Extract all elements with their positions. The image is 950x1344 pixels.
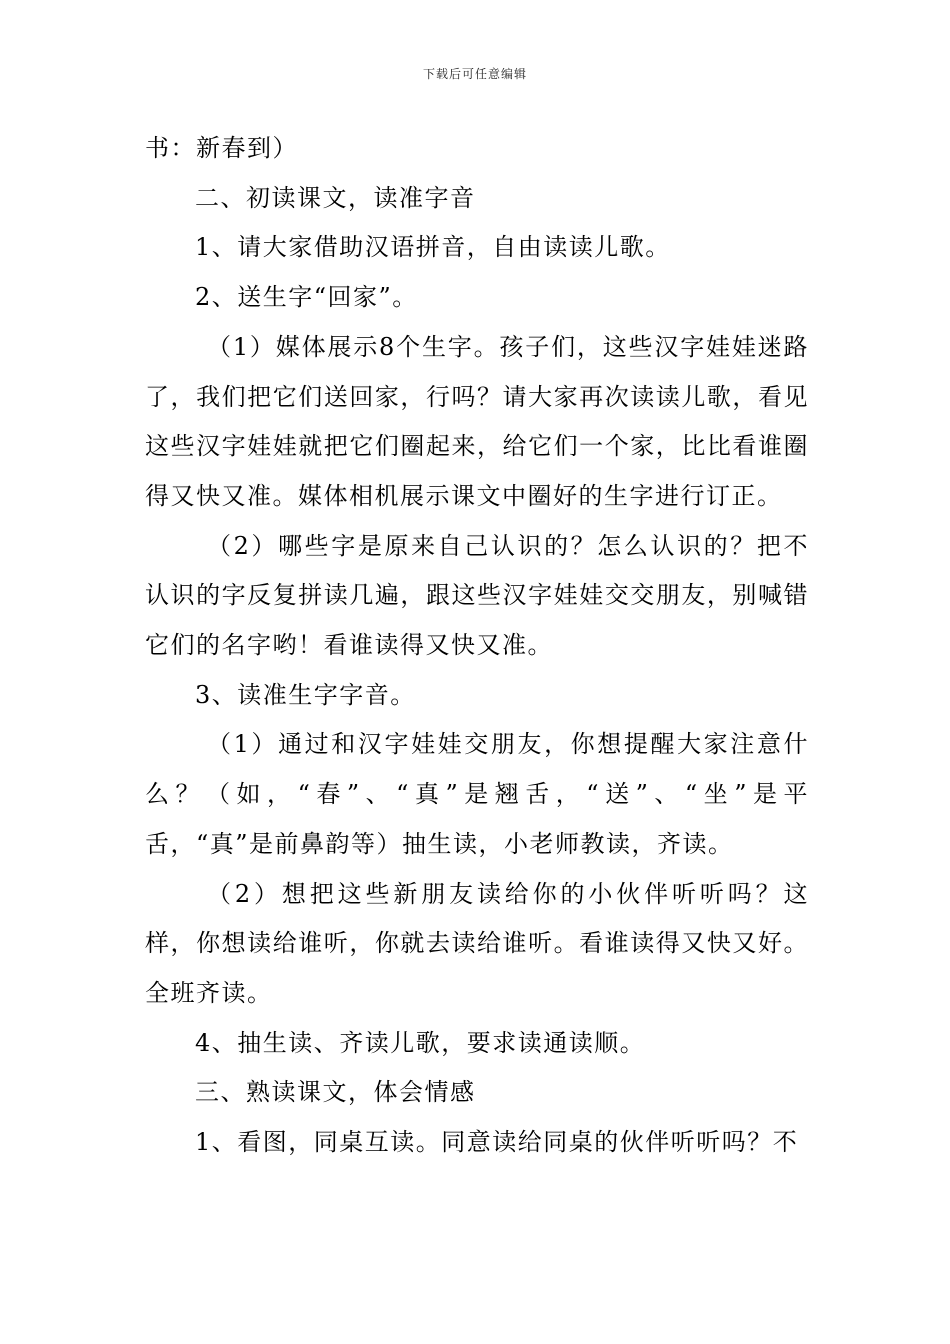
substep-3-1-reminders: （1）通过和汉字娃娃交朋友，你想提醒大家注意什么？（如，“春”、“真”是翘舌，“送”、“坐”是平舌，“真”是前鼻韵等）抽生读，小老师教读，齐读。	[145, 730, 809, 858]
step-1-read-with-pinyin: 1、请大家借助汉语拼音，自由读读儿歌。	[195, 233, 671, 262]
section-heading-first-reading: 二、初读课文，读准字音	[195, 183, 476, 212]
step-2-send-characters-home: 2、送生字“回家”。	[195, 283, 418, 312]
document-body	[145, 124, 809, 1168]
page-header-note: 下载后可任意编辑	[422, 67, 527, 81]
substep-3-2-read-to-partner: （2）想把这些新朋友读给你的小伙伴听听吗？这样，你想读给谁听，你就去读给谁听。看谁读得又快又好。全班齐读。	[145, 879, 809, 1007]
step-3-pronunciation: 3、读准生字字音。	[195, 680, 416, 709]
step-4-read-poem: 4、抽生读、齐读儿歌，要求读通读顺。	[195, 1028, 646, 1057]
substep-2-1-media-display: （1）媒体展示8个生字。孩子们，这些汉字娃娃迷路了，我们把它们送回家，行吗？请大家再次读读儿歌，看见这些汉字娃娃就把它们圈起来，给它们一个家，比比看谁圈得又快又准。媒体相机展示课文中圈好的生字进行订正。	[145, 332, 809, 510]
section-heading-familiar-reading: 三、熟读课文，体会情感	[195, 1078, 476, 1107]
paragraph-continuation: 书：新春到）	[145, 134, 298, 162]
step-1-look-at-picture: 1、看图，同桌互读。同意读给同桌的伙伴听听吗？不	[195, 1128, 799, 1157]
substep-2-2-known-characters: （2）哪些字是原来自己认识的？怎么认识的？把不认识的字反复拼读几遍，跟这些汉字娃娃交交朋友，别喊错它们的名字哟！看谁读得又快又准。	[145, 531, 809, 660]
